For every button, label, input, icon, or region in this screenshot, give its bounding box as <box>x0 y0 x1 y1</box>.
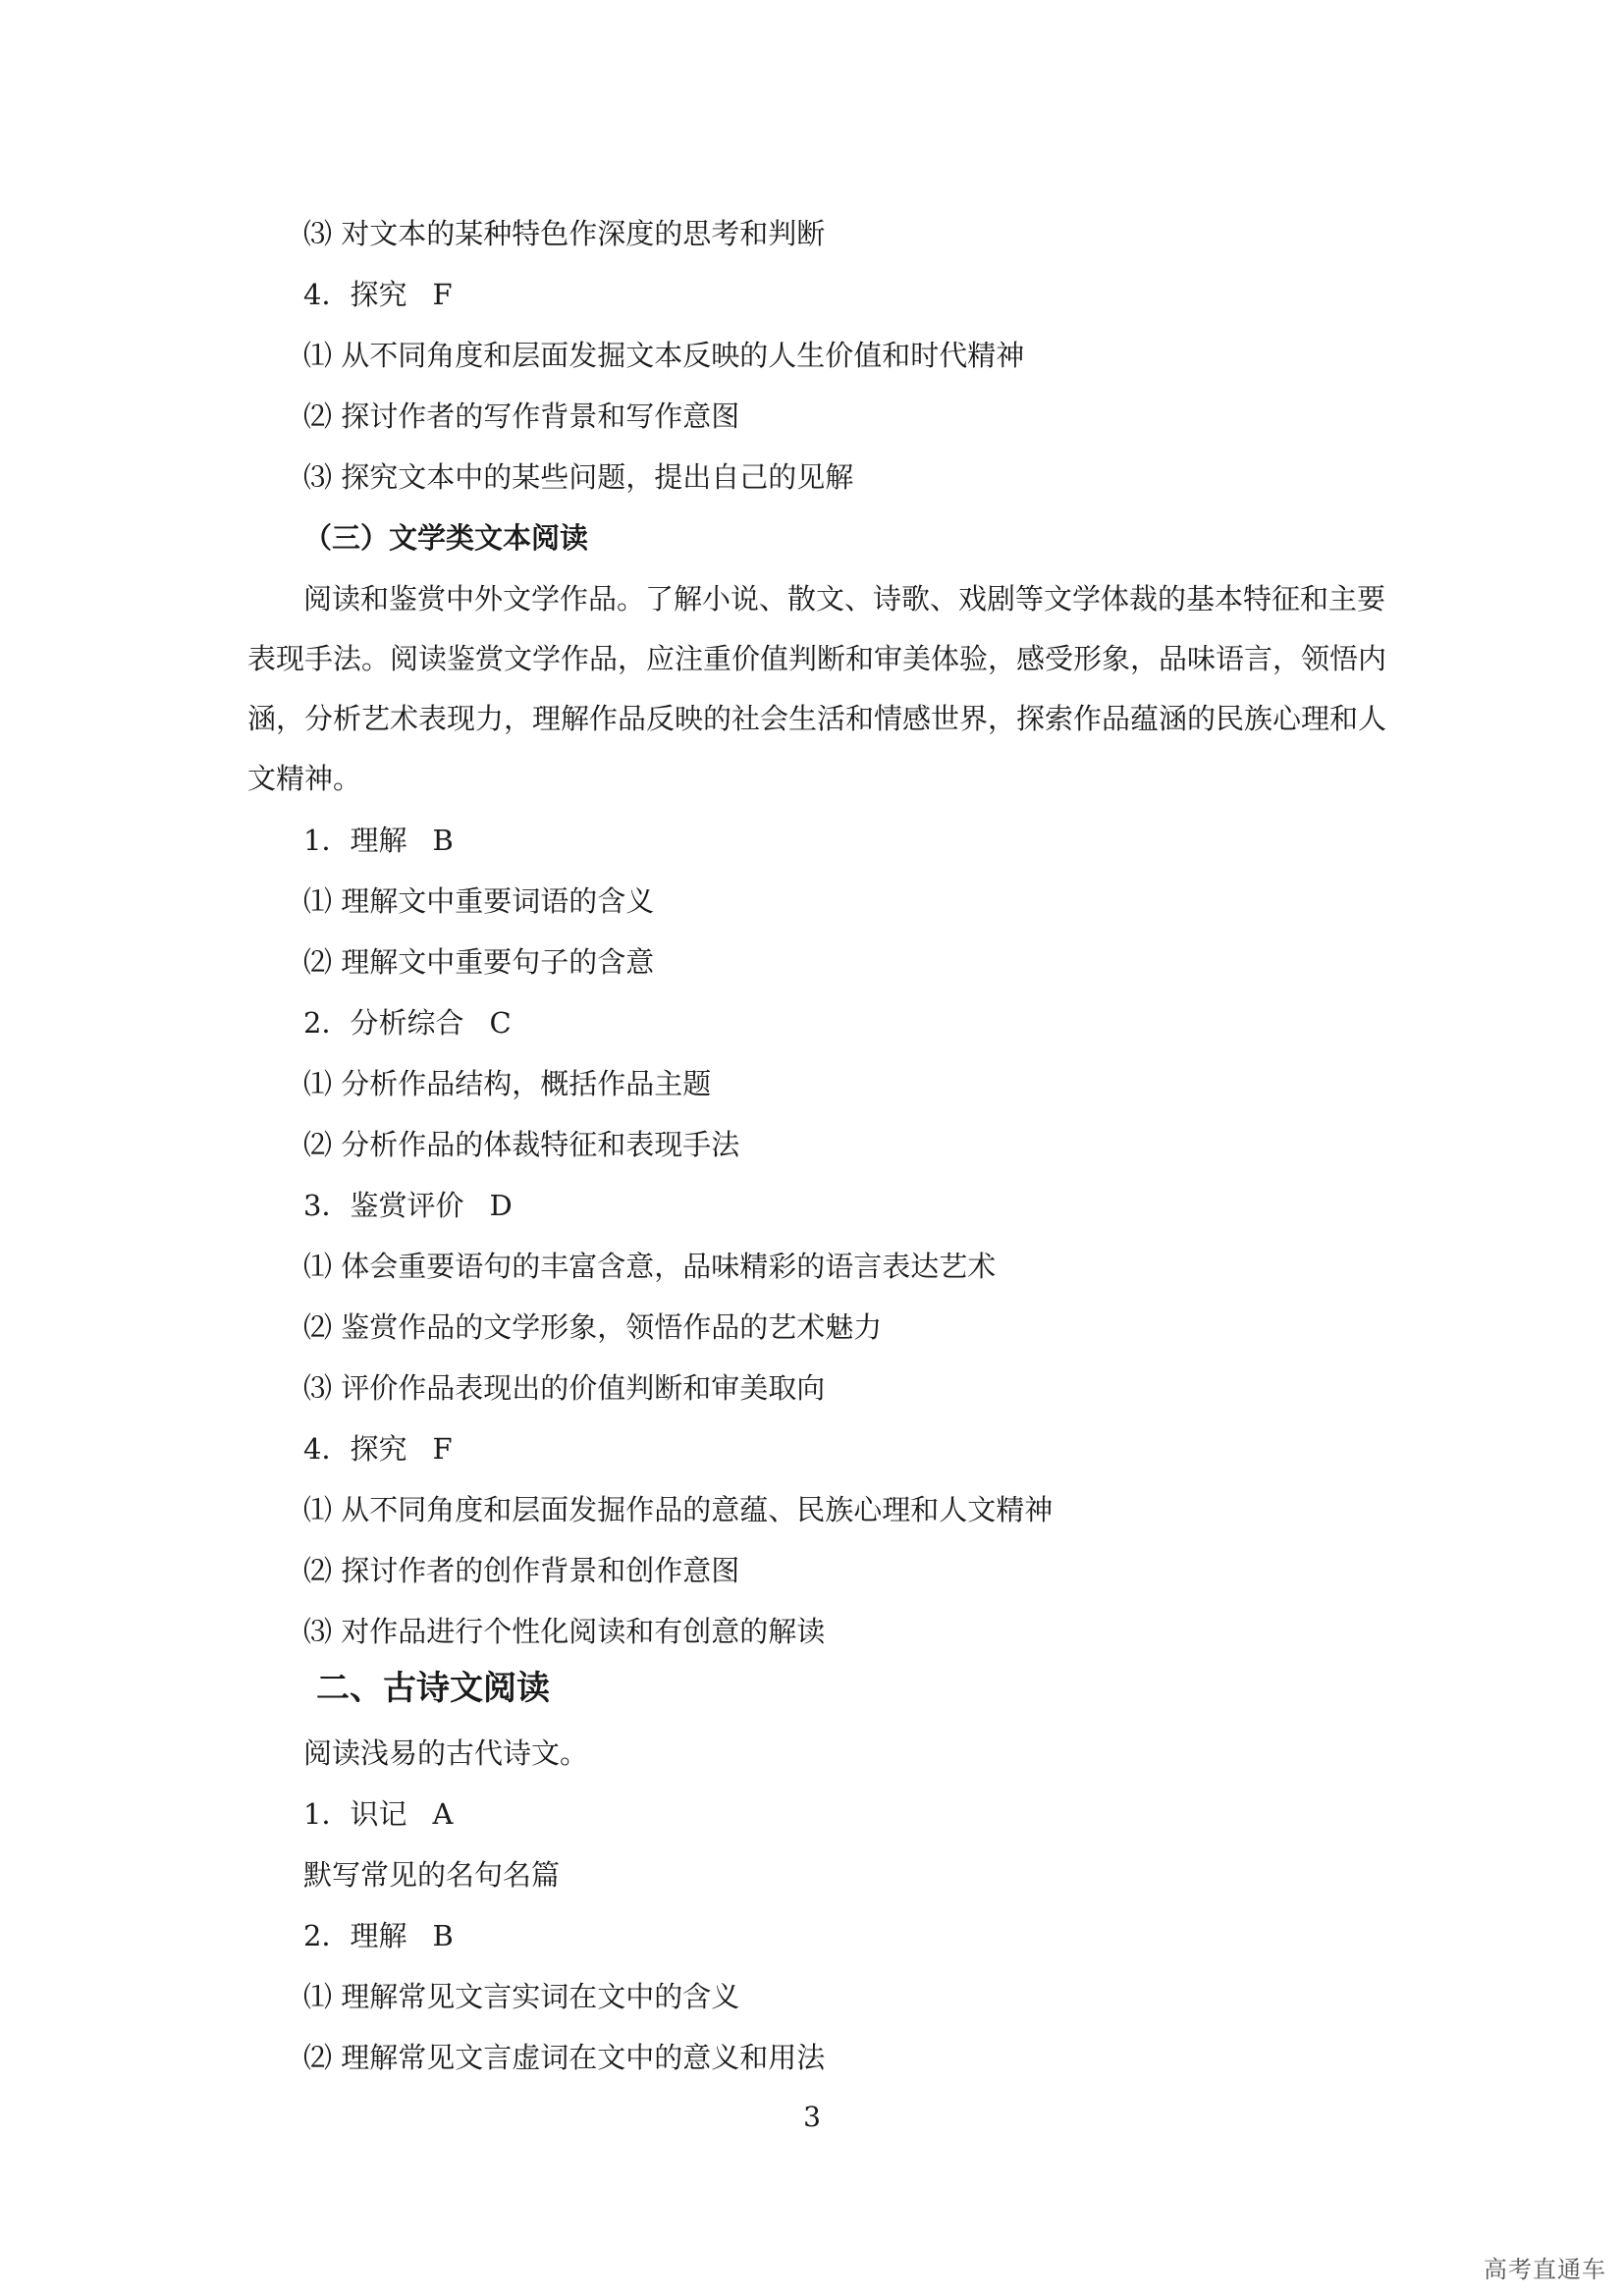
list-item: ⑴ 从不同角度和层面发掘文本反映的人生价值和时代精神 <box>303 339 1025 372</box>
section-item-understand <box>303 1916 454 1955</box>
list-item: 默写常见的名句名篇 <box>303 1858 561 1892</box>
list-item: ⑶ 探究文本中的某些问题，提出自己的见解 <box>303 460 854 494</box>
list-item: ⑶ 评价作品表现出的价值判断和审美取向 <box>303 1371 826 1405</box>
list-item: ⑶ 对文本的某种特色作深度的思考和判断 <box>303 217 826 250</box>
list-item: ⑵ 理解常见文言虚词在文中的意义和用法 <box>303 2041 826 2074</box>
list-item: ⑴ 体会重要语句的丰富含意，品味精彩的语言表达艺术 <box>303 1250 997 1283</box>
section-heading-classical: 二、古诗文阅读 <box>316 1669 550 1708</box>
level-letter: B <box>432 1919 454 1952</box>
level-letter: A <box>432 1797 454 1831</box>
item-label: 2．分析综合 <box>303 1006 464 1040</box>
list-item: ⑶ 对作品进行个性化阅读和有创意的解读 <box>303 1615 826 1648</box>
list-item: ⑵ 理解文中重要句子的含意 <box>303 945 655 979</box>
section-item-analysis <box>303 1003 512 1042</box>
paragraph-line: 阅读和鉴赏中外文学作品。了解小说、散文、诗歌、戏剧等文学体裁的基本特征和主要 <box>303 582 1386 615</box>
item-label: 4．探究 <box>303 278 407 311</box>
section-item-memorize <box>303 1794 453 1834</box>
item-label: 1．理解 <box>303 824 407 857</box>
section-item-explore <box>303 275 453 314</box>
item-label: 4．探究 <box>303 1432 407 1466</box>
section-item-understand <box>303 821 454 860</box>
paragraph-line: 涵，分析艺术表现力，理解作品反映的社会生活和情感世界，探索作品蕴涵的民族心理和人 <box>247 702 1387 735</box>
section-item-appreciation <box>303 1186 513 1225</box>
level-letter: F <box>432 278 453 311</box>
list-item: ⑵ 分析作品的体裁特征和表现手法 <box>303 1128 740 1161</box>
watermark: 高考直通车 <box>1484 2256 1606 2283</box>
item-label: 2．理解 <box>303 1919 407 1952</box>
level-letter: B <box>432 824 454 857</box>
level-letter: F <box>432 1432 453 1466</box>
list-item: ⑴ 分析作品结构，概括作品主题 <box>303 1067 712 1100</box>
paragraph-line: 文精神。 <box>247 762 362 795</box>
list-item: ⑵ 鉴赏作品的文学形象，领悟作品的艺术魅力 <box>303 1310 883 1344</box>
list-item: ⑴ 理解文中重要词语的含义 <box>303 884 655 918</box>
item-label: 3．鉴赏评价 <box>303 1189 464 1222</box>
paragraph-line: 表现手法。阅读鉴赏文学作品，应注重价值判断和审美体验，感受形象，品味语言，领悟内 <box>247 642 1387 675</box>
list-item: ⑴ 从不同角度和层面发掘作品的意蕴、民族心理和人文精神 <box>303 1493 1054 1526</box>
list-item: ⑴ 理解常见文言实词在文中的含义 <box>303 1980 740 2013</box>
list-item: ⑵ 探讨作者的写作背景和写作意图 <box>303 400 740 433</box>
item-label: 1．识记 <box>303 1797 407 1831</box>
paragraph-line: 阅读浅易的古代诗文。 <box>303 1736 589 1770</box>
level-letter: D <box>489 1189 513 1222</box>
page-number: 3 <box>803 2101 821 2133</box>
section-heading-literary-text: （三）文学类文本阅读 <box>303 521 589 555</box>
level-letter: C <box>489 1006 512 1040</box>
list-item: ⑵ 探讨作者的创作背景和创作意图 <box>303 1554 740 1587</box>
section-item-explore <box>303 1429 453 1468</box>
